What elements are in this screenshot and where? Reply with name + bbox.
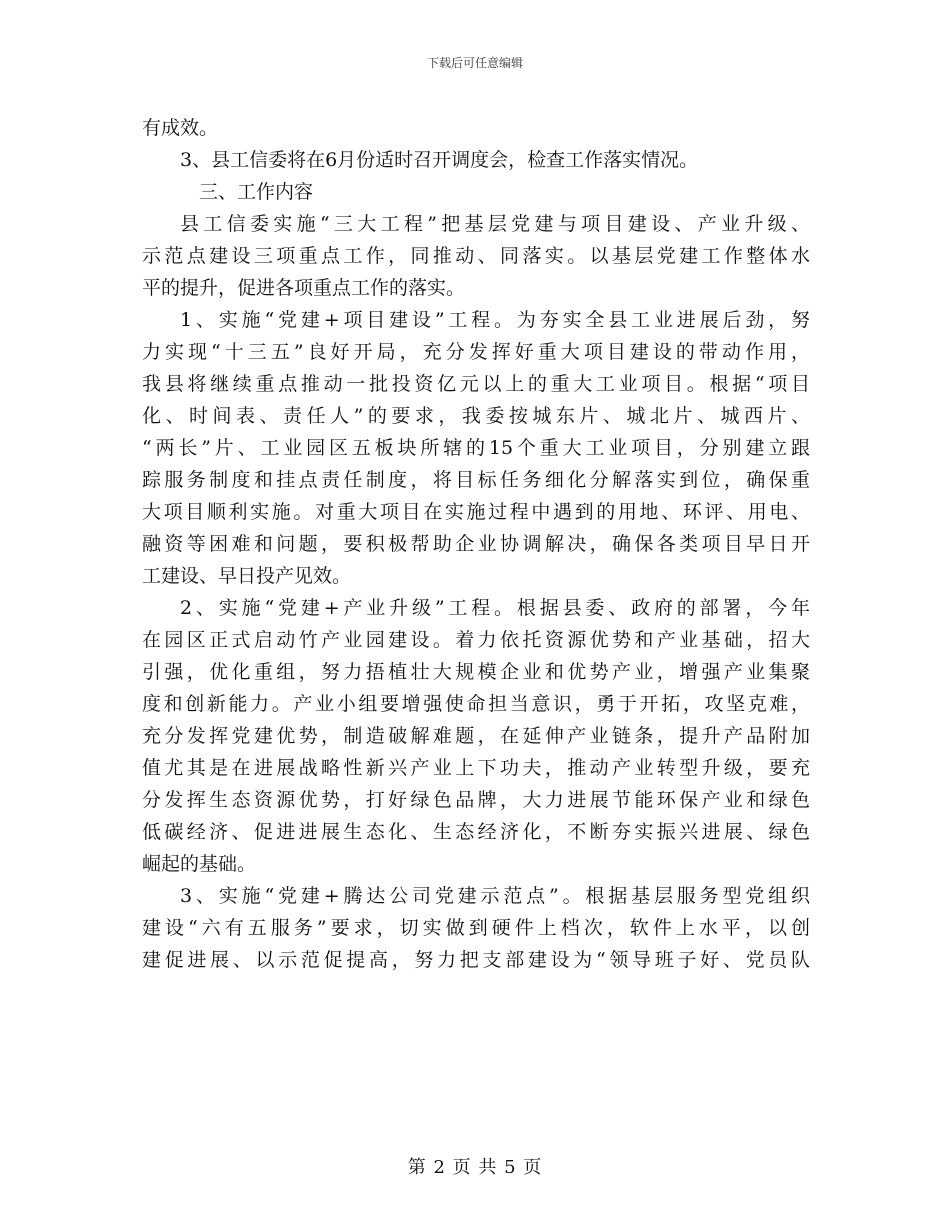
- text-line: 有成效。: [142, 117, 219, 139]
- text-line: 工建设、早日投产见效。: [142, 565, 352, 587]
- text-line: 三、工作内容: [199, 181, 314, 203]
- page-header: 下载后可任意编辑: [426, 56, 523, 70]
- text-line: 我县将继续重点推动一批投资亿元以上的重大工业项目。根据“项目: [142, 373, 810, 395]
- text-line: 崛起的基础。: [142, 853, 257, 875]
- text-line: “两长”片、工业园区五板块所辖的15个重大工业项目，分别建立跟: [142, 437, 810, 459]
- text-line: 低碳经济、促进进展生态化、生态经济化，不断夯实振兴进展、绿色: [142, 821, 810, 843]
- document-body: [142, 112, 810, 976]
- text-line: 县工信委实施“三大工程”把基层党建与项目建设、产业升级、: [180, 213, 810, 235]
- text-line: 平的提升，促进各项重点工作的落实。: [142, 277, 466, 299]
- text-line: 3、实施“党建+腾达公司党建示范点”。根据基层服务型党组织: [180, 885, 810, 907]
- text-line: 建促进展、以示范促提高，努力把支部建设为“领导班子好、党员队: [142, 949, 810, 971]
- text-line: 分发挥生态资源优势，打好绿色品牌，大力进展节能环保产业和绿色: [142, 789, 810, 811]
- text-line: 在园区正式启动竹产业园建设。着力依托资源优势和产业基础，招大: [142, 629, 810, 651]
- text-line: 充分发挥党建优势，制造破解难题，在延伸产业链条，提升产品附加: [142, 725, 810, 747]
- text-line: 3、县工信委将在6月份适时召开调度会，检查工作落实情况。: [180, 149, 699, 171]
- text-line: 踪服务制度和挂点责任制度，将目标任务细化分解落实到位，确保重: [142, 469, 810, 491]
- text-line: 1、实施“党建+项目建设”工程。为夯实全县工业进展后劲，努: [180, 309, 810, 331]
- text-line: 建设“六有五服务”要求，切实做到硬件上档次，软件上水平，以创: [142, 917, 810, 939]
- page-footer: 第 2 页 共 5 页: [407, 1157, 543, 1178]
- text-line: 融资等困难和问题，要积极帮助企业协调解决，确保各类项目早日开: [142, 533, 810, 555]
- text-line: 化、时间表、责任人”的要求，我委按城东片、城北片、城西片、: [142, 405, 810, 427]
- text-line: 示范点建设三项重点工作，同推动、同落实。以基层党建工作整体水: [142, 245, 810, 267]
- text-line: 力实现“十三五”良好开局，充分发挥好重大项目建设的带动作用，: [142, 341, 810, 363]
- text-line: 大项目顺利实施。对重大项目在实施过程中遇到的用地、环评、用电、: [142, 501, 810, 523]
- text-line: 引强，优化重组，努力捂植壮大规模企业和优势产业，增强产业集聚: [142, 661, 810, 683]
- text-line: 值尤其是在进展战略性新兴产业上下功夫，推动产业转型升级，要充: [142, 757, 810, 779]
- text-line: 2、实施“党建+产业升级”工程。根据县委、政府的部署，今年: [180, 597, 810, 619]
- text-line: 度和创新能力。产业小组要增强使命担当意识，勇于开拓，攻坚克难，: [142, 693, 810, 715]
